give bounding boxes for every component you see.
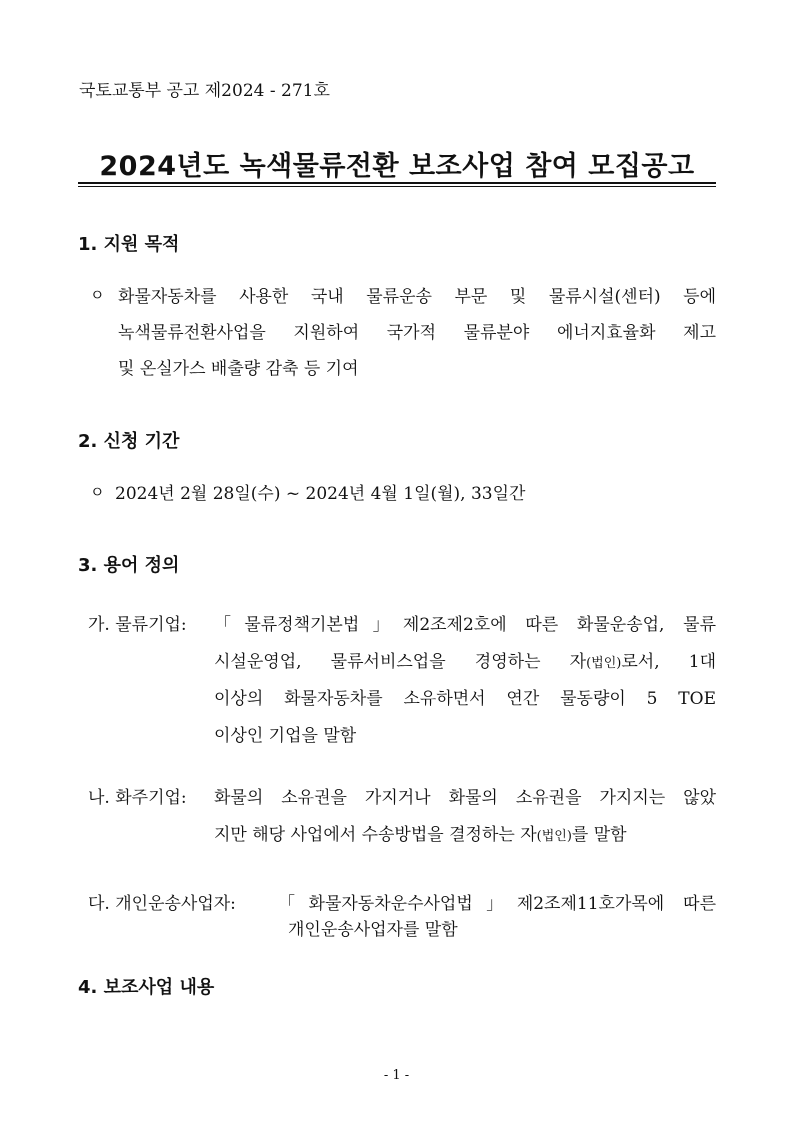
definition-shipper-line-1: 화물의 소유권을 가지거나 화물의 소유권을 가지지는 않았 (214, 788, 716, 808)
application-period: 2024년 2월 28일(수) ~ 2024년 4월 1일(월), 33일간 (115, 484, 526, 504)
bullet-marker: ㅇ (90, 483, 105, 501)
definition-logistics-line-1: 「물류정책기본법」제2조제2호에 따른 화물운송업, 물류 (214, 615, 716, 635)
section-heading-purpose: 1. 지원 목적 (78, 234, 180, 255)
section-heading-period: 2. 신청 기간 (78, 431, 180, 452)
notice-number: 국토교통부 공고 제2024 - 271호 (79, 81, 330, 101)
definition-logistics-line-2: 시설운영업, 물류서비스업을 경영하는 자(법인)로서, 1대 (214, 652, 716, 672)
section-heading-subsidy-content: 4. 보조사업 내용 (78, 977, 215, 998)
definition-individual-line-1: 「화물자동차운수사업법」제2조제11호가목에 따른 (278, 894, 716, 914)
page-title: 2024년도 녹색물류전환 보조사업 참여 모집공고 (99, 151, 695, 182)
title-underline-thin (78, 186, 716, 187)
definition-shipper-line-2: 지만 해당 사업에서 수송방법을 결정하는 자(법인)를 말함 (214, 825, 627, 845)
definition-logistics-line-3: 이상의 화물자동차를 소유하면서 연간 물동량이 5 TOE (214, 689, 716, 709)
definition-logistics-line-4: 이상인 기업을 말함 (214, 726, 357, 746)
title-underline (78, 182, 716, 184)
page-number: - 1 - (383, 1068, 410, 1083)
definition-label-logistics-company: 가. 물류기업: (88, 615, 187, 635)
definition-label-shipper-company: 나. 화주기업: (88, 788, 187, 808)
purpose-line-2: 녹색물류전환사업을 지원하여 국가적 물류분야 에너지효율화 제고 (118, 323, 716, 343)
purpose-line-3: 및 온실가스 배출량 감축 등 기여 (118, 359, 359, 379)
definition-individual-line-2: 개인운송사업자를 말함 (288, 920, 458, 940)
definition-label-individual-carrier: 다. 개인운송사업자: (88, 894, 236, 914)
bullet-marker: ㅇ (90, 286, 105, 304)
section-heading-definitions: 3. 용어 정의 (78, 555, 180, 576)
purpose-line-1: 화물자동차를 사용한 국내 물류운송 부문 및 물류시설(센터) 등에 (118, 287, 716, 307)
